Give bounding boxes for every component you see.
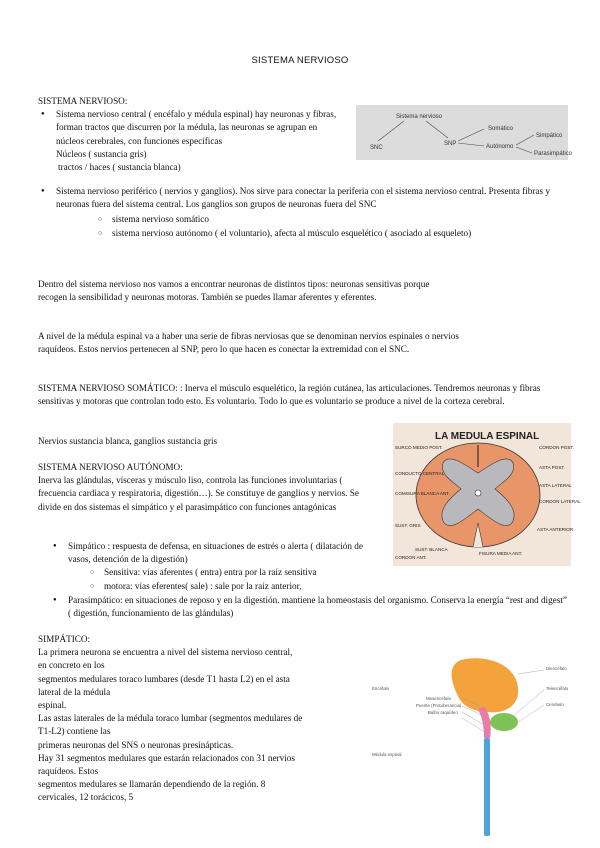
section-heading: SISTEMA NERVIOSO:: [38, 96, 128, 106]
paragraph-somatico: SISTEMA NERVIOSO SOMÁTICO: : Inerva el músculo esquelético, la región cutánea, las articulaciones. Tendremos neuronas y fibras sensitivas y motoras que controlan todo esto. Es voluntario. Todo lo que es voluntario se produce a nivel de la corteza cerebral.: [38, 383, 541, 407]
brain-label: Médula espinal: [372, 752, 402, 757]
parasimpatico-list: [50, 594, 568, 620]
bullet-list: [50, 594, 568, 620]
diagram-svg: [356, 105, 573, 160]
simpatico-line: primeras neuronas del SNS o neuronas presinápticas.: [38, 739, 234, 750]
simpatico-line: T1-L2) contiene las: [38, 726, 111, 737]
nervous-system-diagram: [356, 105, 573, 160]
list-item: ○ sistema nervioso autónomo ( el voluntario), afecta al músculo esquelético ( asociado al esqueleto): [96, 227, 563, 240]
brain-label: Diencéfalo: [546, 666, 567, 671]
section-sistema-nervioso: [38, 95, 343, 174]
bullet-list: [38, 185, 563, 240]
spinal-label: SURCO MEDIO POST.: [395, 445, 443, 450]
list-item: [38, 108, 343, 174]
central-canal: [475, 490, 481, 496]
spinal-label: CONDUCTO CENTRAL: [395, 471, 445, 476]
spinal-label: FISURA MEDIA ANT.: [479, 551, 523, 556]
snc-text: Sistema nervioso central ( encéfalo y médula espinal) hay neuronas y fibras, forman tractos que discurren por la médula, las neuronas se agrupan en núcleos cerebrales, con funciones específicas: [56, 109, 337, 146]
diagram-arrow: [378, 121, 404, 141]
simpatico-line: en concreto en los: [38, 660, 105, 671]
list-item: ○ Sensitiva: vías aferentes ( entra) entra por la raíz sensitiva: [88, 566, 382, 579]
section-heading: SISTEMA NERVIOSO AUTÓNOMO:: [38, 462, 183, 472]
spinal-label: CORDON LATERAL: [539, 499, 581, 504]
simpatico-line: espinal.: [38, 700, 67, 711]
sub-list: [88, 566, 382, 592]
spinal-label: CORDON ANT.: [395, 555, 427, 560]
autonomo-text: Inerva las glándulas, vísceras y músculo liso, controla las funciones involuntarias ( frecuencia cardiaca y respiratoria, digestión…). Se constituye de ganglios y nervios. Se divide en dos sistemas el simpático y el parasimpático con funciones antagónicas: [38, 475, 359, 512]
cerebrum: [452, 658, 519, 712]
diagram-snp: SNP: [444, 141, 457, 147]
brain-label: Cerebelo: [546, 702, 564, 707]
list-item: [50, 540, 382, 593]
cerebellum: [490, 713, 518, 731]
section-simpatico: [38, 633, 368, 805]
snc-nucleos: Núcleos ( sustancia gris): [56, 148, 147, 159]
brain-svg: [366, 650, 576, 840]
spinal-label: ASTA POST.: [539, 465, 565, 470]
diagram-somatico: Somático: [488, 126, 514, 132]
paragraph-medula: A nivel de la médula espinal va a haber una serie de fibras nerviosas que se denominan nervios espinales o nervios raquídeos. Estos nervios pertenecen al SNP, pero lo que hacen es conectar la extremidad con el SNC.: [38, 331, 459, 355]
simpatico-text: Simpático : respuesta de defensa, en situaciones de estrés o alerta ( dilatación de vasos, detención de la digestión): [68, 541, 363, 565]
label-line: [518, 670, 544, 674]
brain-label: Encéfalo: [372, 686, 390, 691]
spinal-label: SUST. GRIS: [395, 523, 421, 528]
spinal-label: CORDON POST.: [539, 445, 574, 450]
label-line: [518, 705, 544, 722]
diagram-arrow: [426, 121, 448, 138]
spinal-cord: [484, 738, 490, 836]
brain-figure: [366, 650, 576, 840]
page-title: SISTEMA NERVIOSO: [251, 55, 349, 66]
spinal-label: SUST. BLANCA: [415, 547, 448, 552]
spinal-label: ASTA LATERAL: [539, 483, 572, 488]
simpatico-line: La primera neurona se encuentra a nivel del sistema nervioso central,: [38, 647, 293, 658]
simpatico-line: segmentos medulares toraco lumbares (desde T1 hasta L2) en el asta: [38, 673, 290, 684]
diagram-arrow: [516, 147, 532, 153]
section-snp: [38, 185, 563, 240]
list-item: [38, 185, 563, 240]
list-item: ○ motora: vías eferentes( sale) : sale por la raíz anterior,: [88, 580, 382, 593]
paragraph-neuronas: Dentro del sistema nervioso nos vamos a encontrar neuronas de distintos tipos: neuronas sensitivas porque recogen la sensibilidad y neuronas motoras. También se puedes llamar aferentes y eferentes.: [38, 279, 430, 303]
simpatico-line: Las astas laterales de la médula toraco lumbar (segmentos medulares de: [38, 713, 303, 724]
bullet-list: [50, 540, 382, 593]
spinal-label: COMISURA BLANCA ANT.: [395, 491, 450, 496]
bullet-list: [38, 108, 343, 174]
brain-label: Telencéfalo: [546, 686, 569, 691]
spinal-title: LA MEDULA ESPINAL: [435, 431, 540, 442]
diagram-autonomo: Autónomo: [486, 144, 514, 150]
simpatico-line: raquídeos. Estos: [38, 766, 99, 777]
list-item: ○ sistema nervioso somático: [96, 213, 563, 226]
diagram-parasimpatico: Parasimpático: [534, 151, 573, 157]
diagram-snc: SNC: [370, 145, 383, 151]
diagram-arrow: [458, 129, 484, 141]
paragraph-sustancia: Nervios sustancia blanca, ganglios sustancia gris: [38, 436, 218, 446]
simpatico-line: cervicales, 12 torácicos, 5: [38, 792, 134, 803]
section-autonomo: [38, 461, 380, 514]
simpatico-line: segmentos medulares se llamarán dependiendo de la región. 8: [38, 779, 266, 790]
brain-label: Puente (Protuberancia): [416, 703, 462, 708]
simpatico-line: Hay 31 segmentos medulares que estarán relacionados con 31 nervios: [38, 752, 295, 763]
section-heading: SIMPÁTICO:: [38, 634, 91, 644]
spinal-label: ASTA ANTERIOR: [537, 527, 574, 532]
snp-text: Sistema nervioso periférico ( nervios y ganglios). Nos sirve para conectar la periferia con el sistema nervioso central. Presenta fibras y neuronas fuera del sistema central. Los ganglios son grupos de neuronas fuera del SNC: [56, 186, 550, 210]
diagram-root: Sistema nervioso: [396, 114, 443, 120]
diagram-arrow: [516, 135, 534, 145]
brain-label: Bulbo raquídeo: [428, 710, 458, 715]
diagram-arrow: [458, 143, 484, 146]
list-item: ● Parasimpático: en situaciones de reposo y en la digestión. mantiene la homeostasis del organismo. Conserva la energía “rest and digest” ( digestión, funcionamiento de las glándulas): [50, 594, 568, 620]
spinal-svg: [393, 423, 581, 566]
simpatico-line: lateral de la médula: [38, 686, 111, 697]
snc-tractos: tractos / haces ( sustancia blanca): [58, 162, 181, 173]
brain-label: Mesencéfalo: [426, 696, 451, 701]
spinal-cord-figure: [393, 423, 581, 566]
simpatico-list: [50, 540, 382, 593]
diagram-simpatico: Simpático: [536, 133, 563, 139]
sub-list: [96, 213, 563, 239]
